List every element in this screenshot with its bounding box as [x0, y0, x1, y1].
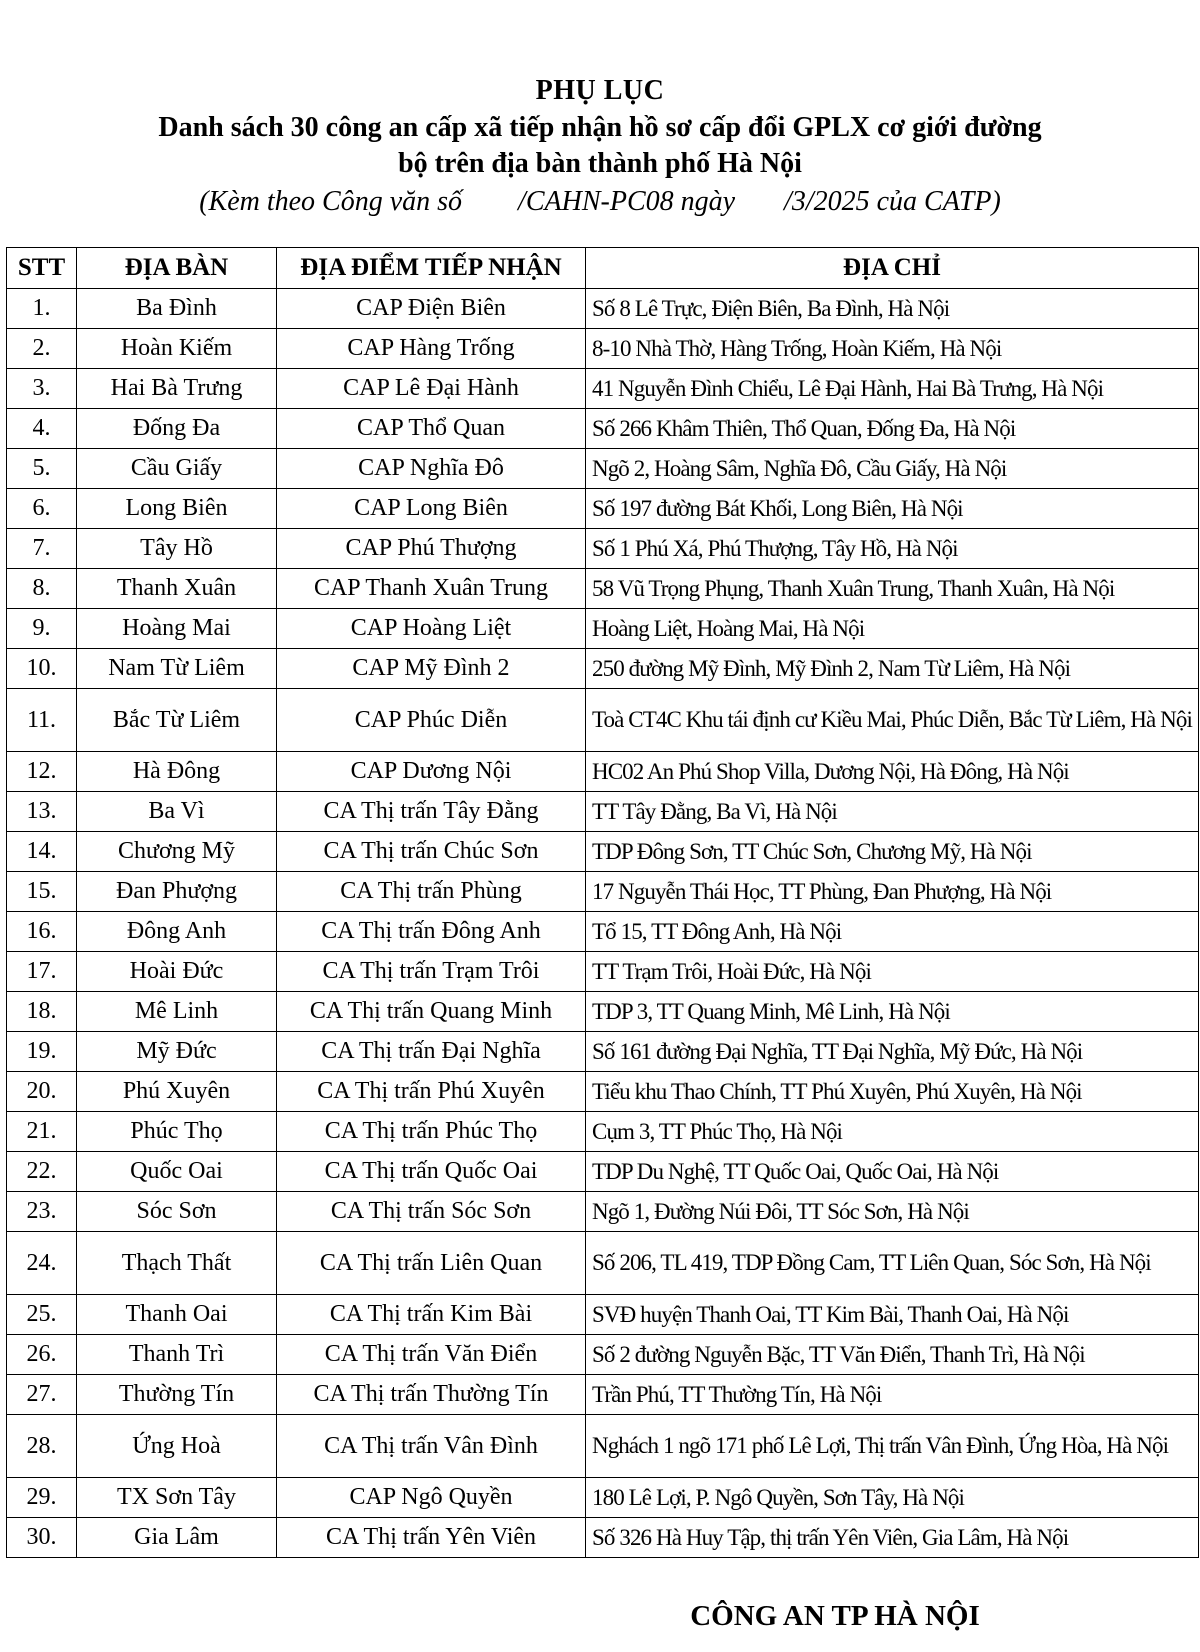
row-number: 25. — [7, 1295, 77, 1335]
row-number: 18. — [7, 992, 77, 1032]
row-number: 30. — [7, 1518, 77, 1558]
address-cell: HC02 An Phú Shop Villa, Dương Nội, Hà Đông, Hà Nội — [586, 752, 1199, 792]
list-title-line1: Danh sách 30 công an cấp xã tiếp nhận hồ sơ cấp đổi GPLX cơ giới đường — [158, 112, 1042, 143]
address-cell: Toà CT4C Khu tái định cư Kiều Mai, Phúc Diễn, Bắc Từ Liêm, Hà Nội — [586, 689, 1199, 752]
table-row — [7, 369, 1199, 409]
row-number: 24. — [7, 1232, 77, 1295]
table-row — [7, 1152, 1199, 1192]
location-cell: CAP Dương Nội — [277, 752, 586, 792]
row-number: 12. — [7, 752, 77, 792]
row-number: 15. — [7, 872, 77, 912]
row-number: 17. — [7, 952, 77, 992]
location-cell: CAP Phú Thượng — [277, 529, 586, 569]
table-row — [7, 832, 1199, 872]
row-number: 8. — [7, 569, 77, 609]
area-cell: Thanh Xuân — [77, 569, 277, 609]
table-header-row — [7, 248, 1199, 289]
location-cell: CAP Long Biên — [277, 489, 586, 529]
area-cell: Tây Hồ — [77, 529, 277, 569]
address-cell: TDP 3, TT Quang Minh, Mê Linh, Hà Nội — [586, 992, 1199, 1032]
location-cell: CAP Phúc Diễn — [277, 689, 586, 752]
area-cell: Gia Lâm — [77, 1518, 277, 1558]
address-cell: Số 2 đường Nguyễn Bặc, TT Văn Điển, Thanh Trì, Hà Nội — [586, 1335, 1199, 1375]
area-cell: Hoàng Mai — [77, 609, 277, 649]
location-cell: CA Thị trấn Văn Điển — [277, 1335, 586, 1375]
location-cell: CA Thị trấn Sóc Sơn — [277, 1192, 586, 1232]
location-cell: CA Thị trấn Kim Bài — [277, 1295, 586, 1335]
address-cell: 180 Lê Lợi, P. Ngô Quyền, Sơn Tây, Hà Nội — [586, 1478, 1199, 1518]
area-cell: Hoàn Kiếm — [77, 329, 277, 369]
address-cell: TDP Đông Sơn, TT Chúc Sơn, Chương Mỹ, Hà Nội — [586, 832, 1199, 872]
document-header — [0, 72, 1200, 222]
row-number: 10. — [7, 649, 77, 689]
police-station-table — [6, 247, 1199, 1558]
location-cell: CA Thị trấn Đại Nghĩa — [277, 1032, 586, 1072]
table-row — [7, 1375, 1199, 1415]
row-number: 26. — [7, 1335, 77, 1375]
location-cell: CA Thị trấn Liên Quan — [277, 1232, 586, 1295]
area-cell: Chương Mỹ — [77, 832, 277, 872]
location-cell: CAP Ngô Quyền — [277, 1478, 586, 1518]
area-cell: Thường Tín — [77, 1375, 277, 1415]
table-row — [7, 569, 1199, 609]
column-header-area: ĐỊA BÀN — [77, 248, 277, 289]
address-cell: Tổ 15, TT Đông Anh, Hà Nội — [586, 912, 1199, 952]
location-cell: CAP Thanh Xuân Trung — [277, 569, 586, 609]
table-row — [7, 1335, 1199, 1375]
row-number: 9. — [7, 609, 77, 649]
row-number: 27. — [7, 1375, 77, 1415]
address-cell: 8-10 Nhà Thờ, Hàng Trống, Hoàn Kiếm, Hà Nội — [586, 329, 1199, 369]
row-number: 20. — [7, 1072, 77, 1112]
area-cell: Phú Xuyên — [77, 1072, 277, 1112]
row-number: 21. — [7, 1112, 77, 1152]
area-cell: Cầu Giấy — [77, 449, 277, 489]
location-cell: CAP Nghĩa Đô — [277, 449, 586, 489]
address-cell: Hoàng Liệt, Hoàng Mai, Hà Nội — [586, 609, 1199, 649]
location-cell: CAP Điện Biên — [277, 289, 586, 329]
area-cell: Mê Linh — [77, 992, 277, 1032]
row-number: 22. — [7, 1152, 77, 1192]
area-cell: Quốc Oai — [77, 1152, 277, 1192]
location-cell: CAP Thổ Quan — [277, 409, 586, 449]
area-cell: Hà Đông — [77, 752, 277, 792]
address-cell: Số 206, TL 419, TDP Đồng Cam, TT Liên Quan, Sóc Sơn, Hà Nội — [586, 1232, 1199, 1295]
address-cell: Trần Phú, TT Thường Tín, Hà Nội — [586, 1375, 1199, 1415]
location-cell: CAP Hoàng Liệt — [277, 609, 586, 649]
table-row — [7, 529, 1199, 569]
row-number: 19. — [7, 1032, 77, 1072]
location-cell: CAP Mỹ Đình 2 — [277, 649, 586, 689]
row-number: 1. — [7, 289, 77, 329]
area-cell: Ứng Hoà — [77, 1415, 277, 1478]
table-row — [7, 1032, 1199, 1072]
table-row — [7, 329, 1199, 369]
row-number: 5. — [7, 449, 77, 489]
area-cell: Thanh Trì — [77, 1335, 277, 1375]
address-cell: Số 161 đường Đại Nghĩa, TT Đại Nghĩa, Mỹ Đức, Hà Nội — [586, 1032, 1199, 1072]
area-cell: Nam Từ Liêm — [77, 649, 277, 689]
location-cell: CA Thị trấn Vân Đình — [277, 1415, 586, 1478]
area-cell: Mỹ Đức — [77, 1032, 277, 1072]
table-row — [7, 409, 1199, 449]
table-row — [7, 992, 1199, 1032]
location-cell: CA Thị trấn Phúc Thọ — [277, 1112, 586, 1152]
location-cell: CA Thị trấn Yên Viên — [277, 1518, 586, 1558]
row-number: 16. — [7, 912, 77, 952]
reference-note: (Kèm theo Công văn số /CAHN-PC08 ngày /3/2025 của CATP) — [199, 186, 1001, 217]
address-cell: SVĐ huyện Thanh Oai, TT Kim Bài, Thanh Oai, Hà Nội — [586, 1295, 1199, 1335]
row-number: 11. — [7, 689, 77, 752]
address-cell: 250 đường Mỹ Đình, Mỹ Đình 2, Nam Từ Liêm, Hà Nội — [586, 649, 1199, 689]
row-number: 23. — [7, 1192, 77, 1232]
table-row — [7, 1295, 1199, 1335]
area-cell: Phúc Thọ — [77, 1112, 277, 1152]
row-number: 2. — [7, 329, 77, 369]
address-cell: 17 Nguyễn Thái Học, TT Phùng, Đan Phượng, Hà Nội — [586, 872, 1199, 912]
address-cell: Số 1 Phú Xá, Phú Thượng, Tây Hồ, Hà Nội — [586, 529, 1199, 569]
table-row — [7, 689, 1199, 752]
address-cell: Nghách 1 ngõ 171 phố Lê Lợi, Thị trấn Vân Đình, Ứng Hòa, Hà Nội — [586, 1415, 1199, 1478]
area-cell: Đan Phượng — [77, 872, 277, 912]
table-row — [7, 289, 1199, 329]
area-cell: Hoài Đức — [77, 952, 277, 992]
row-number: 7. — [7, 529, 77, 569]
table-row — [7, 912, 1199, 952]
area-cell: Hai Bà Trưng — [77, 369, 277, 409]
column-header-address: ĐỊA CHỈ — [586, 248, 1199, 289]
area-cell: TX Sơn Tây — [77, 1478, 277, 1518]
table-row — [7, 649, 1199, 689]
address-cell: TT Tây Đằng, Ba Vì, Hà Nội — [586, 792, 1199, 832]
signature-block: CÔNG AN TP HÀ NỘI — [690, 1600, 980, 1632]
address-cell: 58 Vũ Trọng Phụng, Thanh Xuân Trung, Thanh Xuân, Hà Nội — [586, 569, 1199, 609]
location-cell: CA Thị trấn Tây Đằng — [277, 792, 586, 832]
area-cell: Sóc Sơn — [77, 1192, 277, 1232]
address-cell: 41 Nguyễn Đình Chiểu, Lê Đại Hành, Hai Bà Trưng, Hà Nội — [586, 369, 1199, 409]
table-row — [7, 1478, 1199, 1518]
address-cell: Số 326 Hà Huy Tập, thị trấn Yên Viên, Gia Lâm, Hà Nội — [586, 1518, 1199, 1558]
area-cell: Long Biên — [77, 489, 277, 529]
area-cell: Thanh Oai — [77, 1295, 277, 1335]
row-number: 29. — [7, 1478, 77, 1518]
address-cell: TT Trạm Trôi, Hoài Đức, Hà Nội — [586, 952, 1199, 992]
table-row — [7, 489, 1199, 529]
table-row — [7, 609, 1199, 649]
location-cell: CA Thị trấn Phùng — [277, 872, 586, 912]
location-cell: CA Thị trấn Đông Anh — [277, 912, 586, 952]
table-row — [7, 872, 1199, 912]
location-cell: CAP Hàng Trống — [277, 329, 586, 369]
row-number: 6. — [7, 489, 77, 529]
column-header-location: ĐỊA ĐIỂM TIẾP NHẬN — [277, 248, 586, 289]
table-row — [7, 1232, 1199, 1295]
location-cell: CA Thị trấn Quang Minh — [277, 992, 586, 1032]
area-cell: Đông Anh — [77, 912, 277, 952]
address-cell: Số 197 đường Bát Khối, Long Biên, Hà Nội — [586, 489, 1199, 529]
area-cell: Bắc Từ Liêm — [77, 689, 277, 752]
table-row — [7, 1112, 1199, 1152]
address-cell: Số 8 Lê Trực, Điện Biên, Ba Đình, Hà Nội — [586, 289, 1199, 329]
location-cell: CA Thị trấn Trạm Trôi — [277, 952, 586, 992]
row-number: 14. — [7, 832, 77, 872]
address-cell: Số 266 Khâm Thiên, Thổ Quan, Đống Đa, Hà Nội — [586, 409, 1199, 449]
address-cell: Ngõ 1, Đường Núi Đôi, TT Sóc Sơn, Hà Nội — [586, 1192, 1199, 1232]
table-body — [7, 289, 1199, 1558]
location-cell: CA Thị trấn Thường Tín — [277, 1375, 586, 1415]
location-cell: CA Thị trấn Chúc Sơn — [277, 832, 586, 872]
table-row — [7, 1192, 1199, 1232]
table-row — [7, 1415, 1199, 1478]
location-cell: CA Thị trấn Phú Xuyên — [277, 1072, 586, 1112]
row-number: 13. — [7, 792, 77, 832]
location-cell: CA Thị trấn Quốc Oai — [277, 1152, 586, 1192]
address-cell: Cụm 3, TT Phúc Thọ, Hà Nội — [586, 1112, 1199, 1152]
table-row — [7, 449, 1199, 489]
appendix-title: PHỤ LỤC — [535, 75, 665, 106]
area-cell: Ba Vì — [77, 792, 277, 832]
table-row — [7, 1072, 1199, 1112]
row-number: 3. — [7, 369, 77, 409]
table-row — [7, 752, 1199, 792]
row-number: 28. — [7, 1415, 77, 1478]
list-title-line2: bộ trên địa bàn thành phố Hà Nội — [398, 148, 802, 179]
area-cell: Thạch Thất — [77, 1232, 277, 1295]
column-header-stt: STT — [7, 248, 77, 289]
row-number: 4. — [7, 409, 77, 449]
address-cell: Ngõ 2, Hoàng Sâm, Nghĩa Đô, Cầu Giấy, Hà Nội — [586, 449, 1199, 489]
table-row — [7, 952, 1199, 992]
address-cell: Tiểu khu Thao Chính, TT Phú Xuyên, Phú Xuyên, Hà Nội — [586, 1072, 1199, 1112]
table-row — [7, 792, 1199, 832]
table-row — [7, 1518, 1199, 1558]
address-cell: TDP Du Nghệ, TT Quốc Oai, Quốc Oai, Hà Nội — [586, 1152, 1199, 1192]
area-cell: Ba Đình — [77, 289, 277, 329]
area-cell: Đống Đa — [77, 409, 277, 449]
location-cell: CAP Lê Đại Hành — [277, 369, 586, 409]
